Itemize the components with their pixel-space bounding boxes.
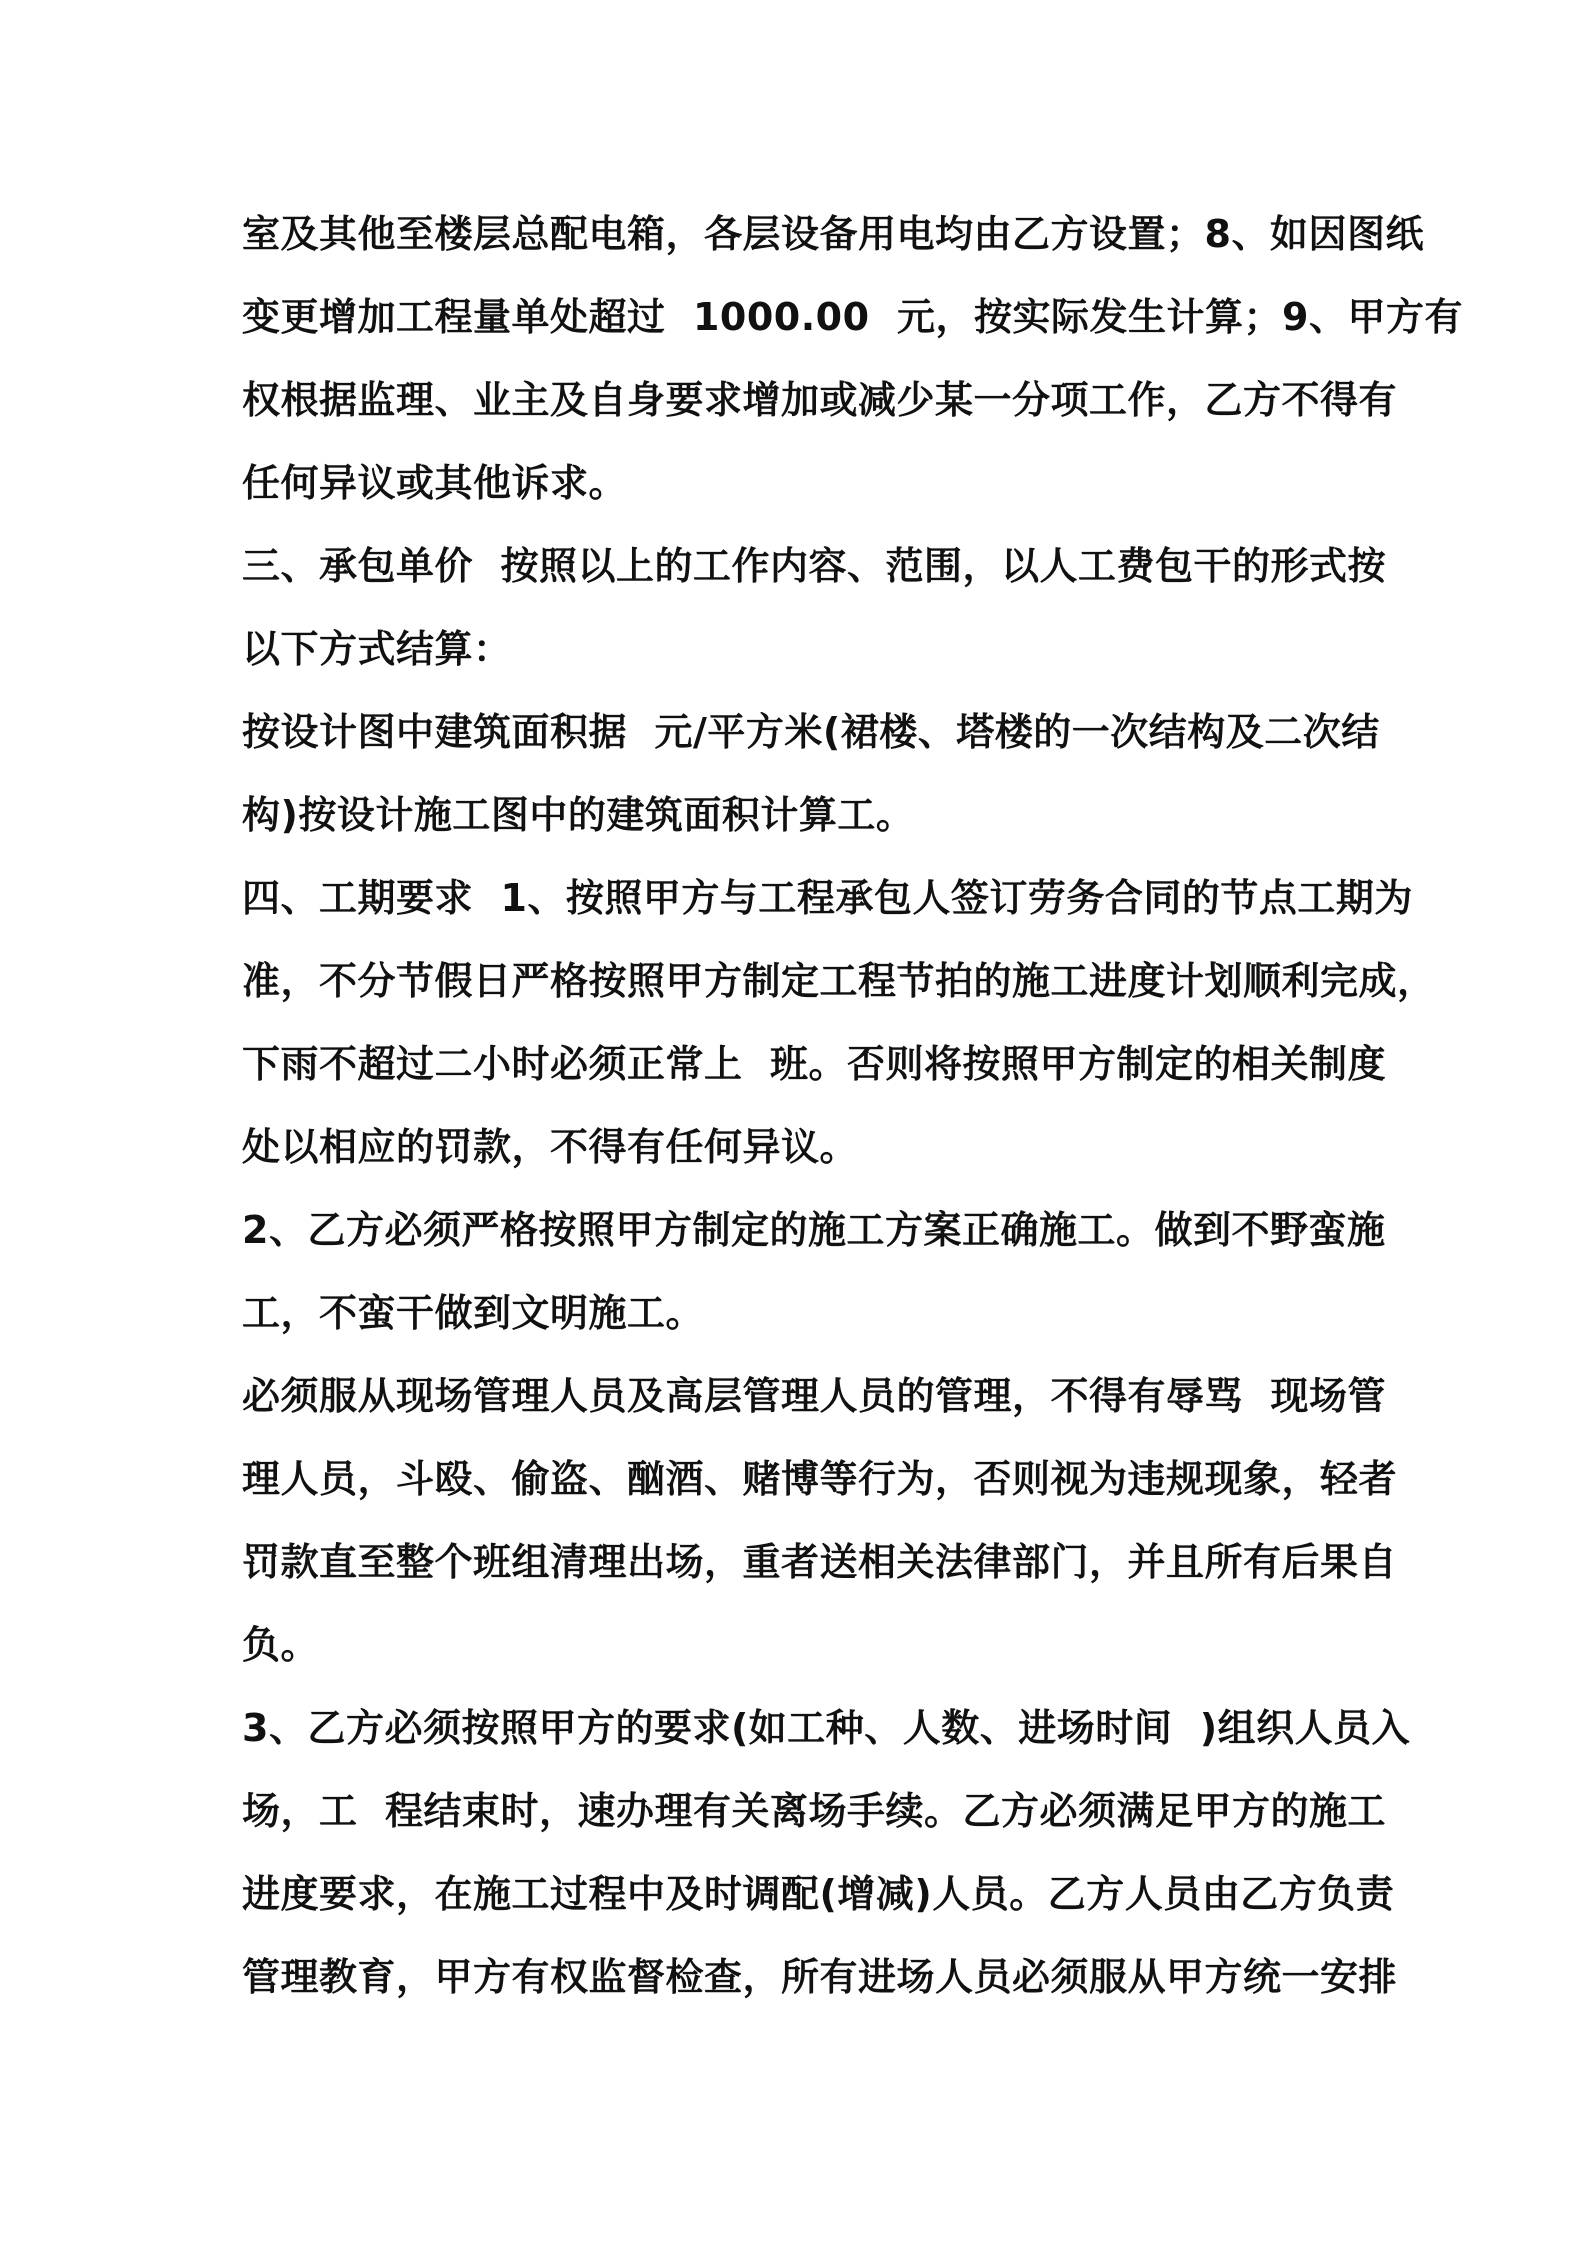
text-line: 进度要求，在施工过程中及时调配(增减)人员。乙方人员由乙方负责 <box>242 1872 1395 1916</box>
text-line: 下雨不超过二小时必须正常上 班。否则将按照甲方制定的相关制度 <box>242 1042 1386 1086</box>
text-line: 按设计图中建筑面积据 元/平方米(裙楼、塔楼的一次结构及二次结 <box>242 710 1380 754</box>
document-body <box>242 193 1463 2019</box>
text-line: 工，不蛮干做到文明施工。 <box>242 1291 705 1335</box>
text-line: 以下方式结算： <box>242 627 512 671</box>
text-line: 权根据监理、业主及自身要求增加或减少某一分项工作，乙方不得有 <box>242 378 1398 422</box>
text-line: 2、乙方必须严格按照甲方制定的施工方案正确施工。做到不野蛮施 <box>242 1208 1386 1252</box>
text-line: 处以相应的罚款，不得有任何异议。 <box>242 1125 859 1169</box>
text-line: 四、工期要求 1、按照甲方与工程承包人签订劳务合同的节点工期为 <box>242 876 1413 920</box>
text-line: 室及其他至楼层总配电箱，各层设备用电均由乙方设置；8、如因图纸 <box>242 212 1424 256</box>
text-line: 三、承包单价 按照以上的工作内容、范围，以人工费包干的形式按 <box>242 544 1386 588</box>
text-line: 必须服从现场管理人员及高层管理人员的管理，不得有辱骂 现场管 <box>242 1374 1386 1418</box>
text-line: 变更增加工程量单处超过 1000.00 元，按实际发生计算；9、甲方有 <box>242 295 1463 339</box>
text-line: 3、乙方必须按照甲方的要求(如工种、人数、进场时间 )组织人员入 <box>242 1706 1411 1750</box>
text-line: 负。 <box>242 1623 320 1667</box>
text-line: 理人员，斗殴、偷盗、酗酒、赌博等行为，否则视为违规现象，轻者 <box>242 1457 1398 1501</box>
text-line: 场，工 程结束时，速办理有关离场手续。乙方必须满足甲方的施工 <box>242 1789 1386 1833</box>
text-line: 准，不分节假日严格按照甲方制定工程节拍的施工进度计划顺利完成， <box>242 959 1436 1003</box>
text-line: 罚款直至整个班组清理出场，重者送相关法律部门，并且所有后果自 <box>242 1540 1398 1584</box>
text-line: 管理教育，甲方有权监督检查，所有进场人员必须服从甲方统一安排 <box>242 1955 1398 1999</box>
text-line: 任何异议或其他诉求。 <box>242 461 628 505</box>
text-line: 构)按设计施工图中的建筑面积计算工。 <box>242 793 915 837</box>
